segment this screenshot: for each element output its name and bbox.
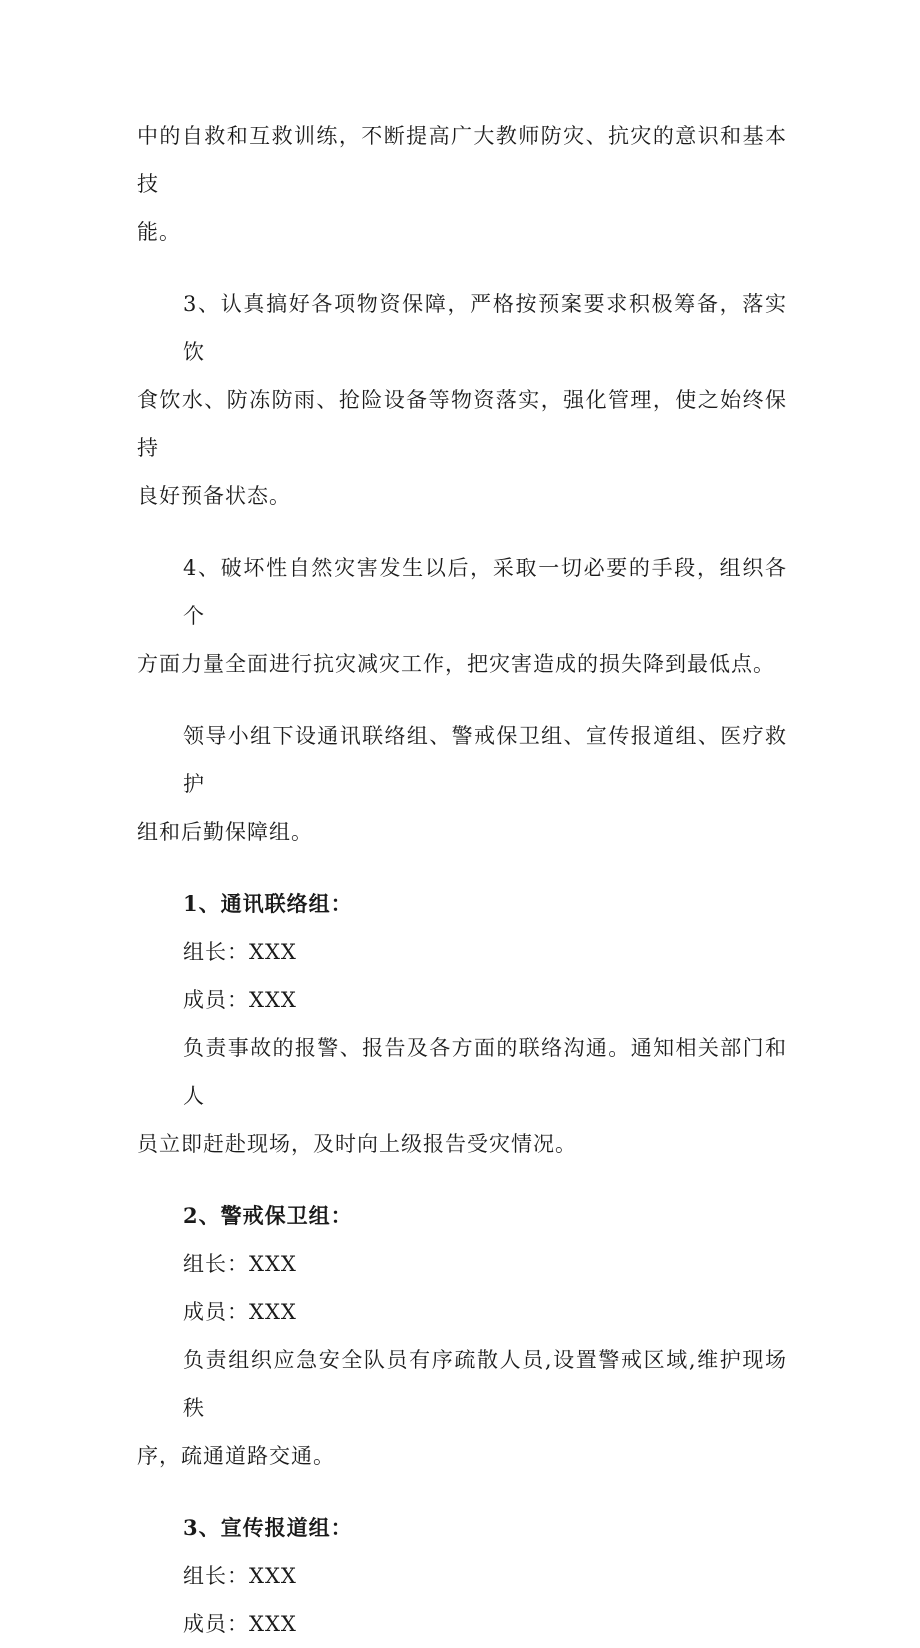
paragraph-disaster-response xyxy=(137,544,787,688)
text-line: 负责组织应急安全队员有序疏散人员,设置警戒区域,维护现场秩 xyxy=(183,1348,787,1420)
group-leader: 组长：XXX xyxy=(183,1564,297,1588)
text-line: 4、破坏性自然灾害发生以后，采取一切必要的手段，组织各个 xyxy=(183,556,787,628)
text-line: 方面力量全面进行抗灾减灾工作，把灾害造成的损失降到最低点。 xyxy=(137,652,775,676)
group-heading-security: 2、警戒保卫组： xyxy=(183,1203,353,1228)
group-duty xyxy=(137,1336,787,1480)
text-line: 能。 xyxy=(137,220,181,244)
group-members: 成员：XXX xyxy=(183,1300,297,1324)
text-line: 食饮水、防冻防雨、抢险设备等物资落实，强化管理，使之始终保持 xyxy=(137,388,787,460)
document-body xyxy=(137,112,787,1648)
group-duty xyxy=(137,1024,787,1168)
group-leader: 组长：XXX xyxy=(183,1252,297,1276)
text-line: 组和后勤保障组。 xyxy=(137,820,313,844)
group-heading-communication: 1、通讯联络组： xyxy=(183,891,353,916)
text-line: 3、认真搞好各项物资保障，严格按预案要求积极筹备，落实饮 xyxy=(183,292,787,364)
text-line: 负责事故的报警、报告及各方面的联络沟通。通知相关部门和人 xyxy=(183,1036,787,1108)
paragraph-subgroups xyxy=(137,712,787,856)
text-line: 序，疏通道路交通。 xyxy=(137,1444,335,1468)
text-line: 良好预备状态。 xyxy=(137,484,291,508)
group-leader: 组长：XXX xyxy=(183,940,297,964)
group-members: 成员：XXX xyxy=(183,1612,297,1636)
text-line: 领导小组下设通讯联络组、警戒保卫组、宣传报道组、医疗救护 xyxy=(183,724,787,796)
group-members: 成员：XXX xyxy=(183,988,297,1012)
text-line: 中的自救和互救训练，不断提高广大教师防灾、抗灾的意识和基本技 xyxy=(137,124,787,196)
text-line: 员立即赶赴现场，及时向上级报告受灾情况。 xyxy=(137,1132,577,1156)
paragraph-self-rescue-training xyxy=(137,112,787,256)
paragraph-material-supply xyxy=(137,280,787,520)
group-heading-publicity: 3、宣传报道组： xyxy=(183,1515,353,1540)
